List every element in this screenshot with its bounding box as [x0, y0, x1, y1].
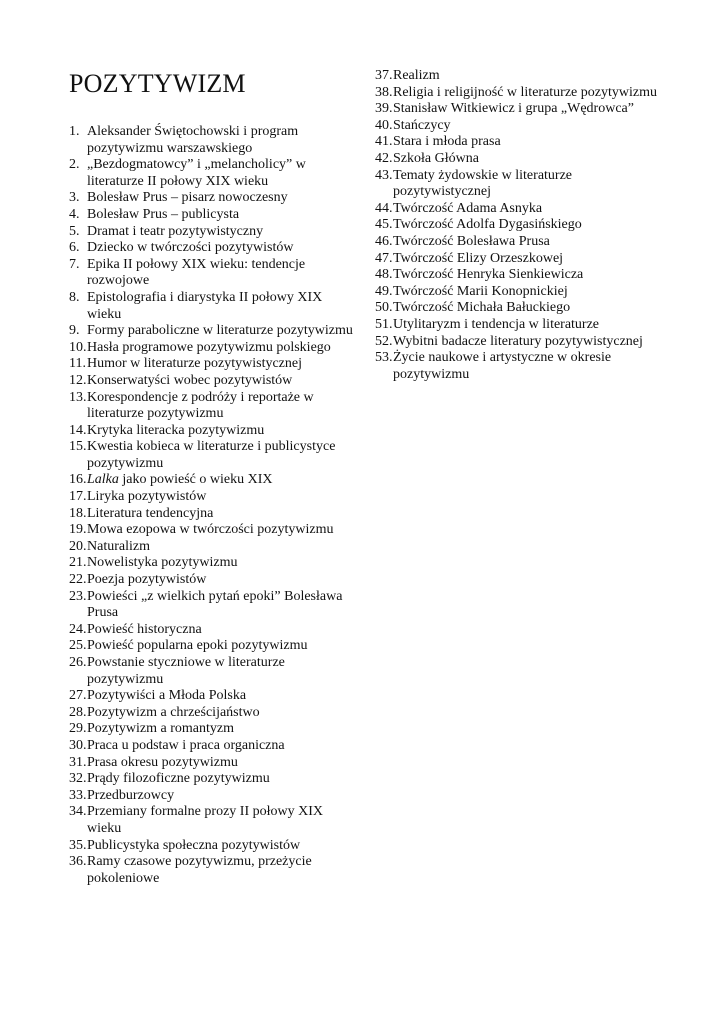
- item-number: 15.: [69, 439, 87, 455]
- list-item: [69, 240, 359, 257]
- item-number: 51.: [375, 316, 393, 332]
- list-item: [69, 539, 359, 556]
- topic-list-left: [69, 124, 359, 887]
- list-item: [69, 290, 359, 323]
- list-item: [69, 638, 359, 655]
- list-item: [69, 622, 359, 639]
- list-item: [69, 124, 359, 157]
- list-item: [69, 390, 359, 423]
- list-item: [69, 589, 359, 622]
- list-item: [69, 323, 359, 340]
- item-number: 7.: [69, 256, 80, 272]
- list-item: [375, 151, 665, 168]
- item-text: Religia i religijność w literaturze pozytywizmu: [393, 84, 657, 100]
- item-number: 53.: [375, 350, 393, 366]
- item-number: 10.: [69, 339, 87, 355]
- list-item: [375, 251, 665, 268]
- item-text: Powieści „z wielkich pytań epoki” Bolesława Prusa: [87, 588, 343, 621]
- item-text: Korespondencje z podróży i reportaże w literaturze pozytywizmu: [87, 389, 314, 422]
- item-text: Publicystyka społeczna pozytywistów: [87, 837, 301, 853]
- item-text: Powieść popularna epoki pozytywizmu: [87, 638, 308, 654]
- item-number: 29.: [69, 721, 87, 737]
- list-item: [69, 771, 359, 788]
- item-text: Poezja pozytywistów: [87, 572, 207, 588]
- item-number: 17.: [69, 489, 87, 505]
- item-text: Przedburzowcy: [87, 787, 175, 803]
- item-number: 27.: [69, 688, 87, 704]
- list-item: [375, 168, 665, 201]
- item-number: 19.: [69, 522, 87, 538]
- item-number: 6.: [69, 240, 80, 256]
- item-number: 16.: [69, 472, 87, 488]
- list-item: [69, 721, 359, 738]
- item-number: 34.: [69, 804, 87, 820]
- list-item: [69, 439, 359, 472]
- item-text: Prądy filozoficzne pozytywizmu: [87, 771, 270, 787]
- list-item: [69, 755, 359, 772]
- item-number: 50.: [375, 300, 393, 316]
- item-text-rest: jako powieść o wieku XIX: [118, 472, 273, 488]
- list-item: [69, 738, 359, 755]
- item-number: 47.: [375, 250, 393, 266]
- item-text: Życie naukowe i artystyczne w okresie pozytywizmu: [393, 350, 612, 382]
- list-item: [375, 201, 665, 218]
- item-number: 24.: [69, 621, 87, 637]
- item-number: 11.: [69, 356, 86, 372]
- item-number: 13.: [69, 389, 87, 405]
- item-text: Twórczość Bolesława Prusa: [393, 233, 550, 249]
- list-item: [375, 118, 665, 135]
- item-text: Literatura tendencyjna: [87, 505, 214, 521]
- item-text: Powstanie styczniowe w literaturze pozytywizmu: [87, 655, 285, 687]
- item-number: 44.: [375, 200, 393, 216]
- list-item: [69, 655, 359, 688]
- item-number: 8.: [69, 289, 80, 305]
- item-text: Pozytywizm a romantyzm: [87, 721, 234, 737]
- item-number: 28.: [69, 704, 87, 720]
- item-text: Szkoła Główna: [393, 150, 479, 166]
- list-item: [375, 68, 665, 85]
- item-number: 30.: [69, 737, 87, 753]
- item-text: Przemiany formalne prozy II połowy XIX wieku: [87, 804, 323, 836]
- item-number: 38.: [375, 84, 393, 100]
- item-number: 20.: [69, 538, 87, 554]
- item-text: Powieść historyczna: [87, 621, 202, 637]
- list-item: [69, 705, 359, 722]
- item-text: Epistolografia i diarystyka II połowy XIX wieku: [87, 289, 323, 322]
- item-text: „Bezdogmatowcy” i „melancholicy” w literaturze II połowy XIX wieku: [87, 157, 306, 189]
- item-text: Dziecko w twórczości pozytywistów: [87, 240, 294, 256]
- item-number: 21.: [69, 555, 87, 571]
- item-number: 23.: [69, 588, 87, 604]
- list-item: [69, 854, 359, 887]
- list-item: [69, 804, 359, 837]
- list-item: [375, 334, 665, 351]
- item-number: 31.: [69, 754, 87, 770]
- item-text: Liryka pozytywistów: [87, 489, 207, 505]
- item-number: 25.: [69, 638, 87, 654]
- item-text: Hasła programowe pozytywizmu polskiego: [87, 339, 331, 355]
- item-number: 42.: [375, 150, 393, 166]
- list-item: [375, 85, 665, 102]
- item-text: Naturalizm: [87, 538, 150, 554]
- list-item: [375, 217, 665, 234]
- list-item: [69, 522, 359, 539]
- item-text: Aleksander Świętochowski i program pozytywizmu warszawskiego: [87, 124, 299, 156]
- item-text: Stańczycy: [393, 117, 451, 133]
- list-item: [69, 472, 359, 489]
- list-item: [69, 207, 359, 224]
- item-number: 52.: [375, 333, 393, 349]
- list-item: [375, 317, 665, 334]
- list-item: [375, 134, 665, 151]
- topic-list-right: [375, 68, 665, 383]
- list-item: [69, 555, 359, 572]
- list-item: [69, 838, 359, 855]
- list-item: [375, 234, 665, 251]
- item-number: 41.: [375, 134, 393, 150]
- item-text: Stanisław Witkiewicz i grupa „Wędrowca”: [393, 101, 634, 117]
- item-text: Tematy żydowskie w literaturze pozytywistycznej: [393, 167, 573, 200]
- item-number: 40.: [375, 117, 393, 133]
- item-number: 36.: [69, 854, 87, 870]
- item-number: 12.: [69, 372, 87, 388]
- item-text: Twórczość Elizy Orzeszkowej: [393, 250, 564, 266]
- item-number: 48.: [375, 267, 393, 283]
- item-number: 46.: [375, 233, 393, 249]
- item-text: Pozytywiści a Młoda Polska: [87, 688, 247, 704]
- item-text: Realizm: [393, 68, 440, 83]
- list-item: [69, 224, 359, 241]
- item-number: 1.: [69, 124, 80, 139]
- item-text: Epika II połowy XIX wieku: tendencje rozwojowe: [87, 256, 306, 289]
- item-text: Twórczość Henryka Sienkiewicza: [393, 267, 584, 283]
- list-item: [69, 788, 359, 805]
- item-text: Stara i młoda prasa: [393, 134, 501, 150]
- item-text: Utylitaryzm i tendencja w literaturze: [393, 316, 600, 332]
- list-item: [69, 489, 359, 506]
- item-number: 49.: [375, 283, 393, 299]
- item-text: Kwestia kobieca w literaturze i publicystyce pozytywizmu: [87, 439, 336, 471]
- list-item: [69, 257, 359, 290]
- item-text: Ramy czasowe pozytywizmu, przeżycie pokoleniowe: [87, 854, 312, 886]
- item-text: Krytyka literacka pozytywizmu: [87, 422, 265, 438]
- item-number: 33.: [69, 787, 87, 803]
- item-number: 22.: [69, 572, 87, 588]
- item-text: Bolesław Prus – publicysta: [87, 206, 240, 222]
- item-number: 9.: [69, 323, 80, 339]
- item-text: Konserwatyści wobec pozytywistów: [87, 372, 293, 388]
- item-text: Prasa okresu pozytywizmu: [87, 754, 238, 770]
- list-item: [69, 373, 359, 390]
- item-text: Twórczość Marii Konopnickiej: [393, 283, 568, 299]
- item-number: 39.: [375, 101, 393, 117]
- item-text: Bolesław Prus – pisarz nowoczesny: [87, 190, 288, 206]
- list-item: [69, 190, 359, 207]
- item-number: 2.: [69, 157, 80, 173]
- list-item: [375, 284, 665, 301]
- item-number: 43.: [375, 167, 393, 183]
- item-number: 18.: [69, 505, 87, 521]
- list-item: [375, 101, 665, 118]
- page-title: POZYTYWIZM: [69, 69, 246, 98]
- item-number: 4.: [69, 206, 80, 222]
- item-text: Mowa ezopowa w twórczości pozytywizmu: [87, 522, 334, 538]
- list-item: [375, 267, 665, 284]
- item-text: Formy paraboliczne w literaturze pozytywizmu: [87, 323, 353, 339]
- item-text: Twórczość Michała Bałuckiego: [393, 300, 571, 316]
- list-item: [69, 506, 359, 523]
- item-text: Twórczość Adama Asnyka: [393, 200, 543, 216]
- item-number: 14.: [69, 422, 87, 438]
- list-item: [69, 340, 359, 357]
- list-item: [69, 688, 359, 705]
- item-number: 32.: [69, 771, 87, 787]
- item-text: Twórczość Adolfa Dygasińskiego: [393, 217, 582, 233]
- item-number: 35.: [69, 837, 87, 853]
- item-text: Pozytywizm a chrześcijaństwo: [87, 704, 260, 720]
- list-item: [69, 356, 359, 373]
- item-italic-title: Lalka: [87, 472, 119, 488]
- item-text: Praca u podstaw i praca organiczna: [87, 737, 285, 753]
- item-text: Wybitni badacze literatury pozytywistycznej: [393, 333, 643, 349]
- item-number: 5.: [69, 223, 80, 239]
- list-item: [375, 300, 665, 317]
- item-text: Dramat i teatr pozytywistyczny: [87, 223, 264, 239]
- list-item: [69, 157, 359, 190]
- item-text: Nowelistyka pozytywizmu: [87, 555, 238, 571]
- list-item: [69, 423, 359, 440]
- list-item: [375, 350, 665, 383]
- item-number: 45.: [375, 217, 393, 233]
- item-text: Humor w literaturze pozytywistycznej: [87, 356, 302, 372]
- item-number: 37.: [375, 68, 393, 83]
- item-number: 26.: [69, 655, 87, 670]
- list-item: [69, 572, 359, 589]
- item-text: [87, 472, 359, 489]
- item-number: 3.: [69, 190, 80, 206]
